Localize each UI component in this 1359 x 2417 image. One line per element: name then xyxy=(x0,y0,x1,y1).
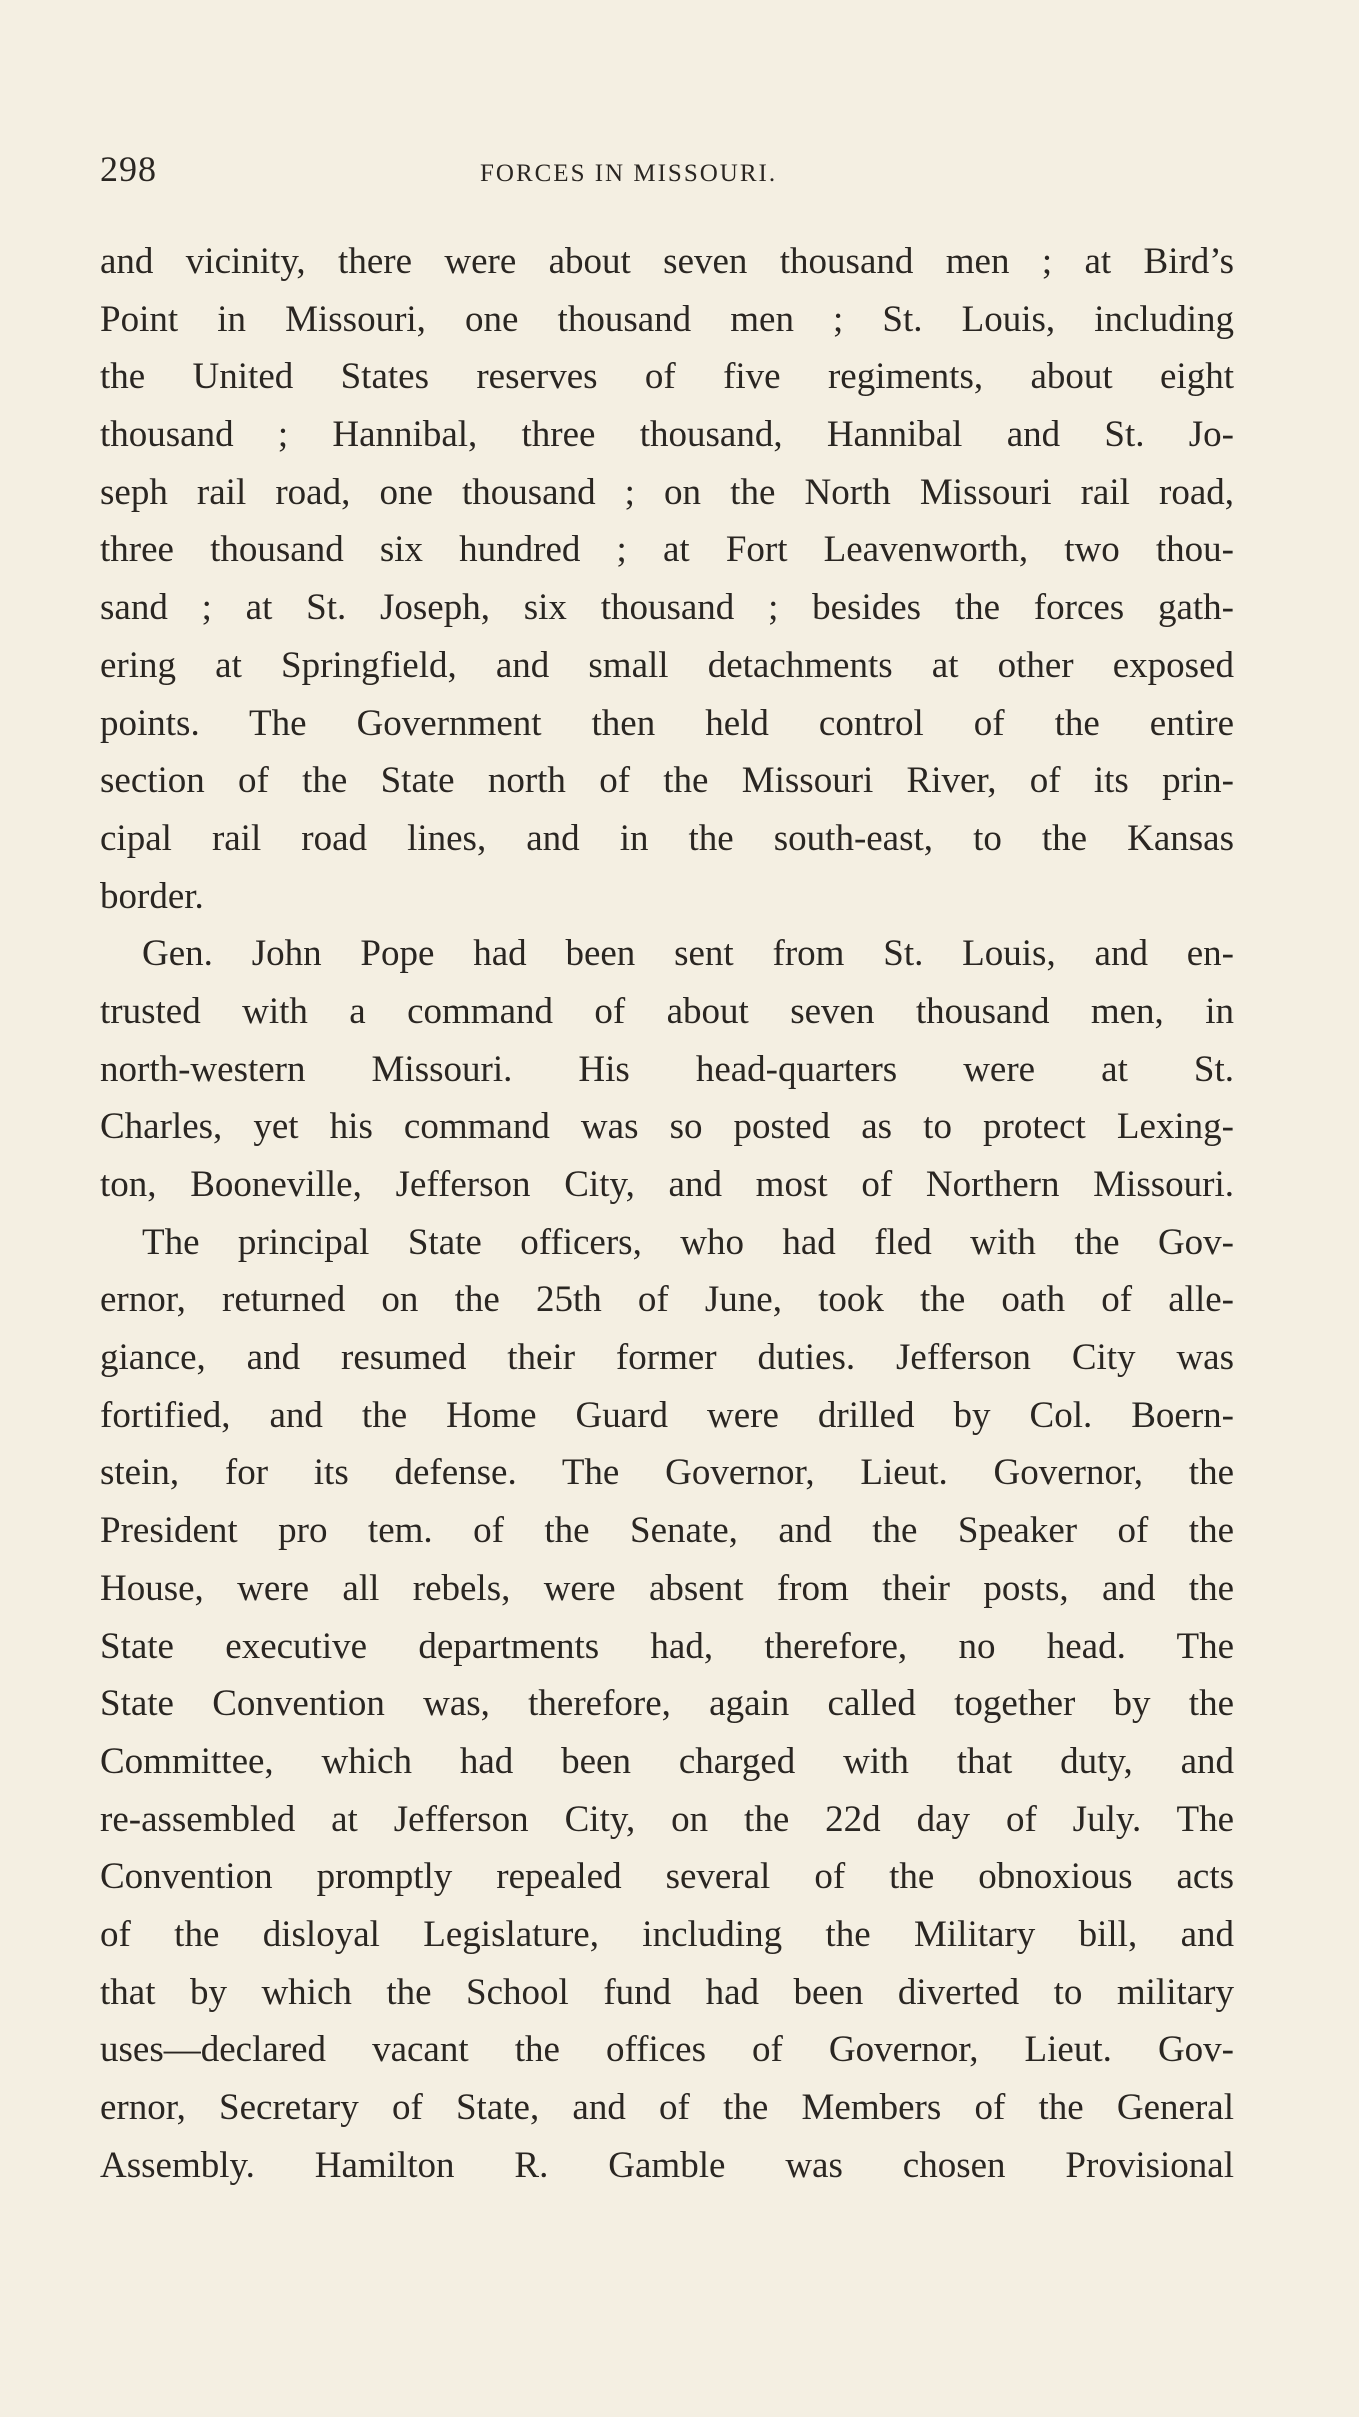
text-line: Charles, yet his command was so posted as to protect Lexing- xyxy=(100,1106,1234,1148)
page-number: 298 xyxy=(100,149,157,189)
text-line: State executive departments had, therefore, no head. The xyxy=(100,1625,1234,1667)
body-text xyxy=(100,233,1234,2194)
page-header xyxy=(100,148,1250,198)
text-line: stein, for its defense. The Governor, Lieut. Governor, the xyxy=(100,1452,1234,1494)
text-line: House, were all rebels, were absent from their posts, and the xyxy=(100,1567,1234,1609)
text-line: Gen. John Pope had been sent from St. Louis, and en- xyxy=(142,933,1234,975)
running-head: FORCES IN MISSOURI. xyxy=(480,160,778,187)
text-line: section of the State north of the Missouri River, of its prin- xyxy=(100,760,1234,802)
text-line: Committee, which had been charged with that duty, and xyxy=(100,1740,1234,1782)
text-line: uses—declared vacant the offices of Governor, Lieut. Gov- xyxy=(100,2029,1234,2071)
text-line: cipal rail road lines, and in the south-east, to the Kansas xyxy=(100,817,1234,859)
text-line: ernor, returned on the 25th of June, took the oath of alle- xyxy=(100,1279,1234,1321)
text-line: three thousand six hundred ; at Fort Leavenworth, two thou- xyxy=(100,529,1234,571)
text-line: trusted with a command of about seven thousand men, in xyxy=(100,990,1234,1032)
text-line: seph rail road, one thousand ; on the North Missouri rail road, xyxy=(100,471,1234,513)
text-line: of the disloyal Legislature, including the Military bill, and xyxy=(100,1913,1234,1955)
text-line: re-assembled at Jefferson City, on the 22d day of July. The xyxy=(100,1798,1234,1840)
text-line: ering at Springfield, and small detachments at other exposed xyxy=(100,644,1234,686)
text-line: Convention promptly repealed several of the obnoxious acts xyxy=(100,1856,1234,1898)
text-line: President pro tem. of the Senate, and the Speaker of the xyxy=(100,1510,1234,1552)
text-line: the United States reserves of five regiments, about eight xyxy=(100,356,1234,398)
text-line: north-western Missouri. His head-quarters were at St. xyxy=(100,1048,1234,1090)
text-line: thousand ; Hannibal, three thousand, Hannibal and St. Jo- xyxy=(100,414,1234,456)
text-line: points. The Government then held control of the entire xyxy=(100,702,1234,744)
text-line: Assembly. Hamilton R. Gamble was chosen Provisional xyxy=(100,2144,1234,2186)
text-line: ernor, Secretary of State, and of the Members of the General xyxy=(100,2087,1234,2128)
text-line: fortified, and the Home Guard were drilled by Col. Boern- xyxy=(100,1394,1234,1436)
text-line: giance, and resumed their former duties. Jefferson City was xyxy=(100,1337,1234,1379)
text-line: The principal State officers, who had fled with the Gov- xyxy=(142,1221,1234,1263)
text-line: that by which the School fund had been diverted to military xyxy=(100,1971,1234,2013)
text-line: ton, Booneville, Jefferson City, and most of Northern Missouri. xyxy=(100,1164,1234,1205)
text-line: sand ; at St. Joseph, six thousand ; besides the forces gath- xyxy=(100,587,1234,629)
text-line: State Convention was, therefore, again called together by the xyxy=(100,1683,1234,1725)
text-line: border. xyxy=(100,875,204,917)
text-line: Point in Missouri, one thousand men ; St. Louis, including xyxy=(100,298,1234,340)
text-line: and vicinity, there were about seven thousand men ; at Bird’s xyxy=(100,241,1234,282)
